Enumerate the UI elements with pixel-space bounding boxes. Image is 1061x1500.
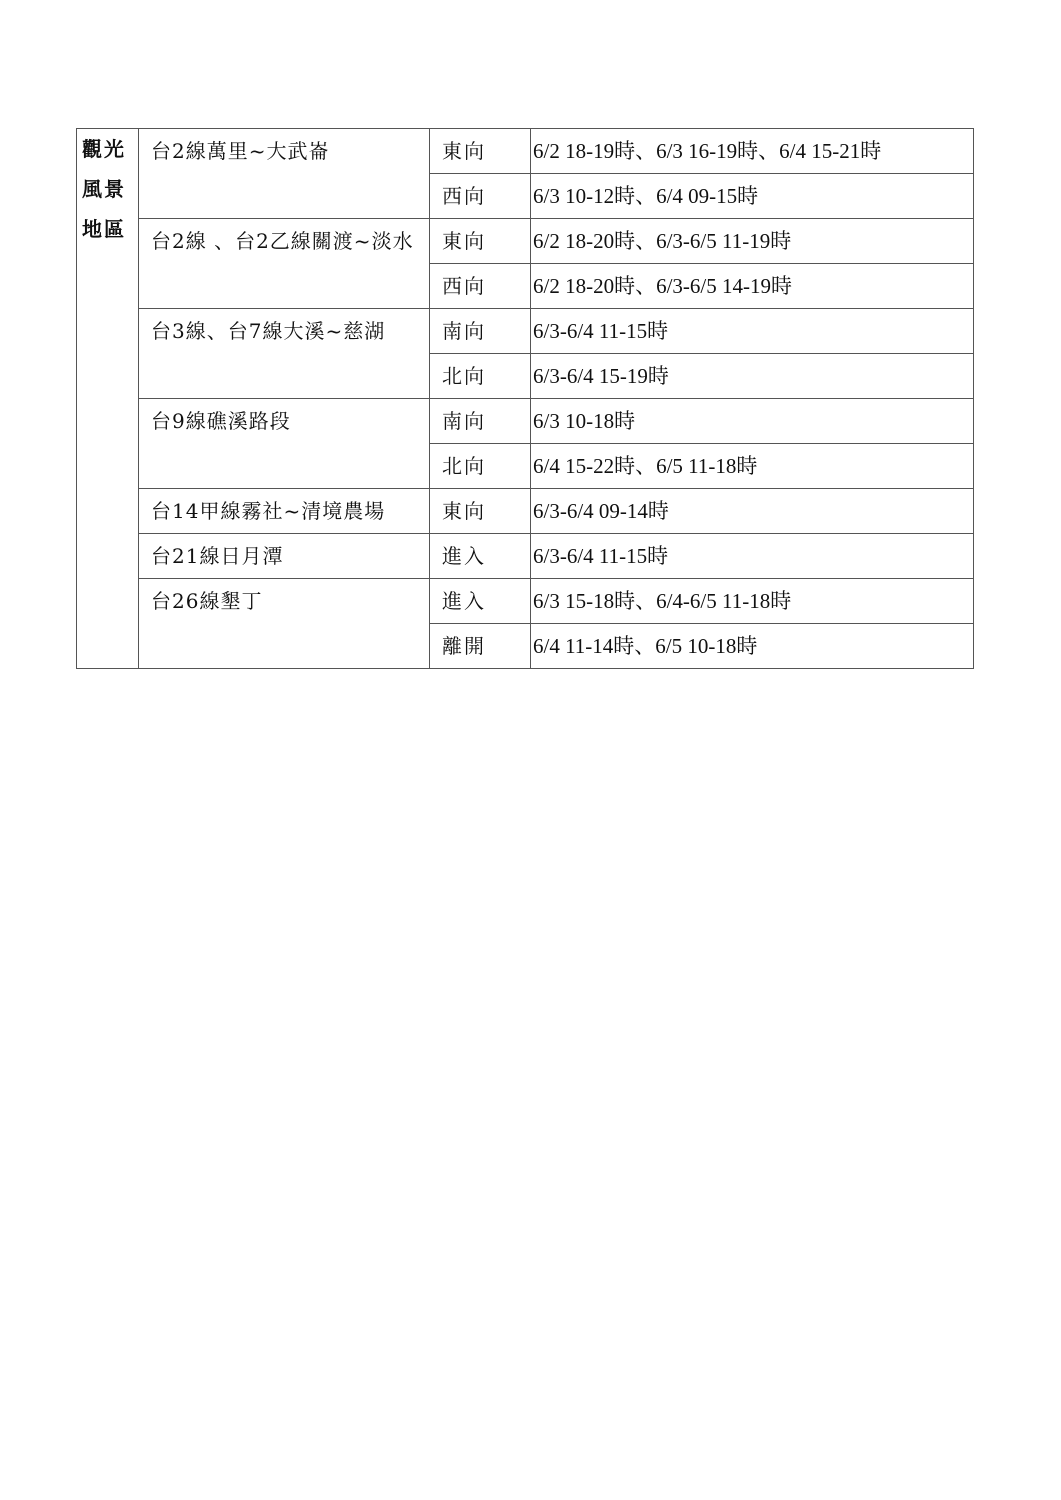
direction-cell: 北向	[430, 354, 531, 399]
table-row	[77, 489, 974, 534]
time-cell: 6/2 18-20時、6/3-6/5 14-19時	[531, 264, 974, 309]
route-cell: 台21線日月潭	[139, 534, 430, 579]
route-cell: 台9線礁溪路段	[139, 399, 430, 489]
direction-cell: 進入	[430, 579, 531, 624]
time-cell: 6/3-6/4 11-15時	[531, 309, 974, 354]
time-cell: 6/3 10-12時、6/4 09-15時	[531, 174, 974, 219]
table-row	[77, 129, 974, 174]
time-cell: 6/2 18-19時、6/3 16-19時、6/4 15-21時	[531, 129, 974, 174]
time-cell: 6/3 15-18時、6/4-6/5 11-18時	[531, 579, 974, 624]
direction-cell: 進入	[430, 534, 531, 579]
time-cell: 6/3-6/4 09-14時	[531, 489, 974, 534]
direction-cell: 離開	[430, 624, 531, 669]
table-row	[77, 534, 974, 579]
route-cell: 台3線、台7線大溪~慈湖	[139, 309, 430, 399]
route-cell: 台2線 、台2乙線關渡~淡水	[139, 219, 430, 309]
time-cell: 6/2 18-20時、6/3-6/5 11-19時	[531, 219, 974, 264]
direction-cell: 南向	[430, 399, 531, 444]
time-cell: 6/4 15-22時、6/5 11-18時	[531, 444, 974, 489]
direction-cell: 西向	[430, 174, 531, 219]
time-cell: 6/3 10-18時	[531, 399, 974, 444]
time-cell: 6/3-6/4 11-15時	[531, 534, 974, 579]
route-cell: 台2線萬里~大武崙	[139, 129, 430, 219]
direction-cell: 東向	[430, 219, 531, 264]
direction-cell: 東向	[430, 489, 531, 534]
category-cell: 觀光風景地區	[77, 129, 139, 669]
table-row	[77, 219, 974, 264]
route-cell: 台14甲線霧社~清境農場	[139, 489, 430, 534]
table-row	[77, 579, 974, 624]
direction-cell: 東向	[430, 129, 531, 174]
direction-cell: 西向	[430, 264, 531, 309]
traffic-schedule-table	[76, 128, 974, 669]
table-row	[77, 309, 974, 354]
direction-cell: 北向	[430, 444, 531, 489]
time-cell: 6/3-6/4 15-19時	[531, 354, 974, 399]
direction-cell: 南向	[430, 309, 531, 354]
route-cell: 台26線墾丁	[139, 579, 430, 669]
time-cell: 6/4 11-14時、6/5 10-18時	[531, 624, 974, 669]
table-row	[77, 399, 974, 444]
